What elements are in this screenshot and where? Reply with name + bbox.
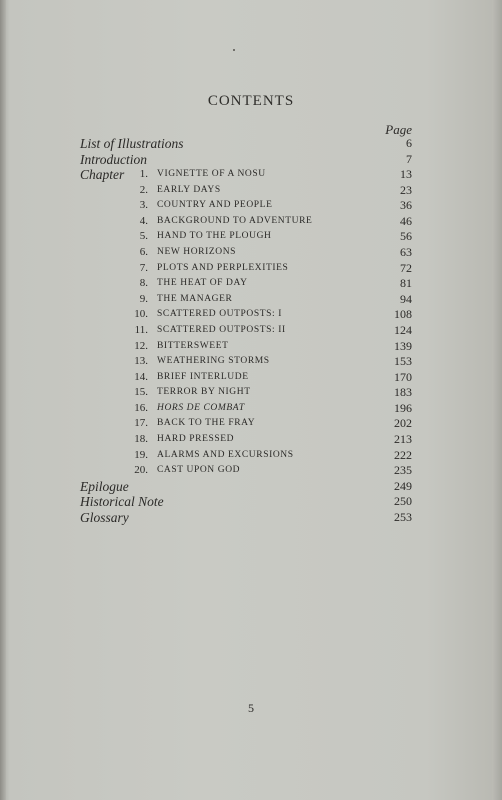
toc-entry-chapter <box>80 245 412 261</box>
chapter-number: 7. <box>139 261 148 274</box>
entry-page-number: 56 <box>400 229 412 244</box>
toc-entry-chapter <box>80 432 412 448</box>
chapter-number: 12. <box>134 339 148 352</box>
entry-label: Glossary <box>80 509 129 525</box>
chapter-title: NEW HORIZONS <box>157 247 237 258</box>
toc-entry-chapter <box>80 307 412 323</box>
toc-entry-chapter <box>80 385 412 401</box>
toc-entry-chapter <box>80 354 412 370</box>
toc-entry-chapter <box>80 198 412 214</box>
entry-page-number: 139 <box>394 338 412 353</box>
entry-label: Epilogue <box>80 478 129 494</box>
chapter-number: 17. <box>134 417 148 430</box>
chapter-title: HARD PRESSED <box>157 434 235 445</box>
entry-label: Historical Note <box>80 494 164 510</box>
entry-page-number: 170 <box>394 369 412 384</box>
entry-page-number: 222 <box>394 447 412 462</box>
chapter-title: PLOTS AND PERPLEXITIES <box>157 262 289 273</box>
page-edge-right <box>492 0 502 800</box>
chapter-title: COUNTRY AND PEOPLE <box>157 200 273 211</box>
entry-page-number: 196 <box>394 400 412 415</box>
chapter-number: 4. <box>139 214 148 227</box>
toc-entry-chapter <box>80 229 412 245</box>
chapter-number: 6. <box>139 246 148 259</box>
entry-page-number: 6 <box>406 136 412 150</box>
entry-page-number: 124 <box>394 322 412 337</box>
toc-entry-chapter <box>80 401 412 417</box>
toc-entry-chapter <box>80 370 412 386</box>
toc-entry-chapter <box>80 214 412 230</box>
chapter-title: BITTERSWEET <box>157 340 229 351</box>
chapter-title: TERROR BY NIGHT <box>157 387 251 398</box>
contents-heading: CONTENTS <box>207 93 295 109</box>
entry-page-number: 250 <box>394 494 412 509</box>
chapter-title: ALARMS AND EXCURSIONS <box>157 449 294 460</box>
entry-label: List of Illustrations <box>80 136 184 151</box>
page-edge-left <box>0 0 6 800</box>
entry-page-number: 36 <box>400 198 412 213</box>
entry-page-number: 72 <box>400 260 412 275</box>
chapter-title: BRIEF INTERLUDE <box>157 371 249 382</box>
entry-label: Introduction <box>80 151 147 167</box>
chapter-title: SCATTERED OUTPOSTS: II <box>157 324 286 335</box>
toc-entry-front-matter <box>80 136 412 152</box>
entry-page-number: 253 <box>394 509 412 524</box>
entry-page-number: 81 <box>400 276 412 291</box>
chapter-title: CAST UPON GOD <box>157 465 241 476</box>
chapter-title: HAND TO THE PLOUGH <box>157 231 272 242</box>
chapter-title: BACKGROUND TO ADVENTURE <box>157 215 313 226</box>
chapter-number: 11. <box>134 323 148 336</box>
chapter-number: 15. <box>134 386 148 399</box>
chapter-title: VIGNETTE OF A NOSU <box>157 169 266 180</box>
paper-speck <box>233 49 235 51</box>
page-column-label: Page <box>385 122 412 137</box>
entry-page-number: 7 <box>406 151 412 166</box>
toc-entry-chapter <box>80 292 412 308</box>
chapter-number: 18. <box>134 433 148 446</box>
entry-page-number: 249 <box>394 478 412 493</box>
toc-entry-chapter <box>80 261 412 277</box>
toc-entry-chapter <box>80 167 412 183</box>
chapter-number: 5. <box>139 230 148 243</box>
chapter-number: 16. <box>134 401 148 414</box>
chapter-title: SCATTERED OUTPOSTS: I <box>157 309 283 320</box>
entry-page-number: 213 <box>394 432 412 447</box>
chapter-label: Chapter <box>80 167 125 183</box>
chapter-number: 20. <box>134 464 148 477</box>
chapter-number: 9. <box>139 292 148 305</box>
entry-page-number: 23 <box>400 182 412 197</box>
entry-page-number: 108 <box>394 307 412 322</box>
toc-entry-chapter <box>80 416 412 432</box>
entry-page-number: 235 <box>394 463 412 478</box>
toc-entry-back-matter <box>80 479 412 495</box>
toc-entry-chapter <box>80 323 412 339</box>
chapter-number: 13. <box>134 355 148 368</box>
toc-entry-chapter <box>80 183 412 199</box>
entry-page-number: 13 <box>400 167 412 182</box>
toc-entry-back-matter <box>80 494 412 510</box>
entry-page-number: 202 <box>394 416 412 431</box>
toc-entry-back-matter <box>80 510 412 526</box>
page-number: 5 <box>248 701 254 715</box>
chapter-title: HORS DE COMBAT <box>157 402 245 413</box>
chapter-number: 8. <box>139 277 148 290</box>
chapter-number: 1. <box>139 168 148 181</box>
chapter-title: THE MANAGER <box>157 293 233 304</box>
toc-entry-chapter <box>80 463 412 479</box>
chapter-title: EARLY DAYS <box>157 184 221 195</box>
entry-page-number: 153 <box>394 354 412 369</box>
chapter-title: WEATHERING STORMS <box>157 356 270 367</box>
chapter-number: 10. <box>134 308 148 321</box>
chapter-title: THE HEAT OF DAY <box>157 278 248 289</box>
chapter-number: 3. <box>139 199 148 212</box>
chapter-number: 14. <box>134 370 148 383</box>
toc-entry-chapter <box>80 339 412 355</box>
entry-page-number: 46 <box>400 213 412 228</box>
chapter-number: 2. <box>139 183 148 196</box>
toc-entry-chapter <box>80 448 412 464</box>
entry-page-number: 94 <box>400 291 412 306</box>
toc-entry-front-matter <box>80 152 412 168</box>
entry-page-number: 183 <box>394 385 412 400</box>
toc-entry-chapter <box>80 276 412 292</box>
entry-page-number: 63 <box>400 245 412 260</box>
chapter-title: BACK TO THE FRAY <box>157 418 256 429</box>
chapter-number: 19. <box>134 448 148 461</box>
